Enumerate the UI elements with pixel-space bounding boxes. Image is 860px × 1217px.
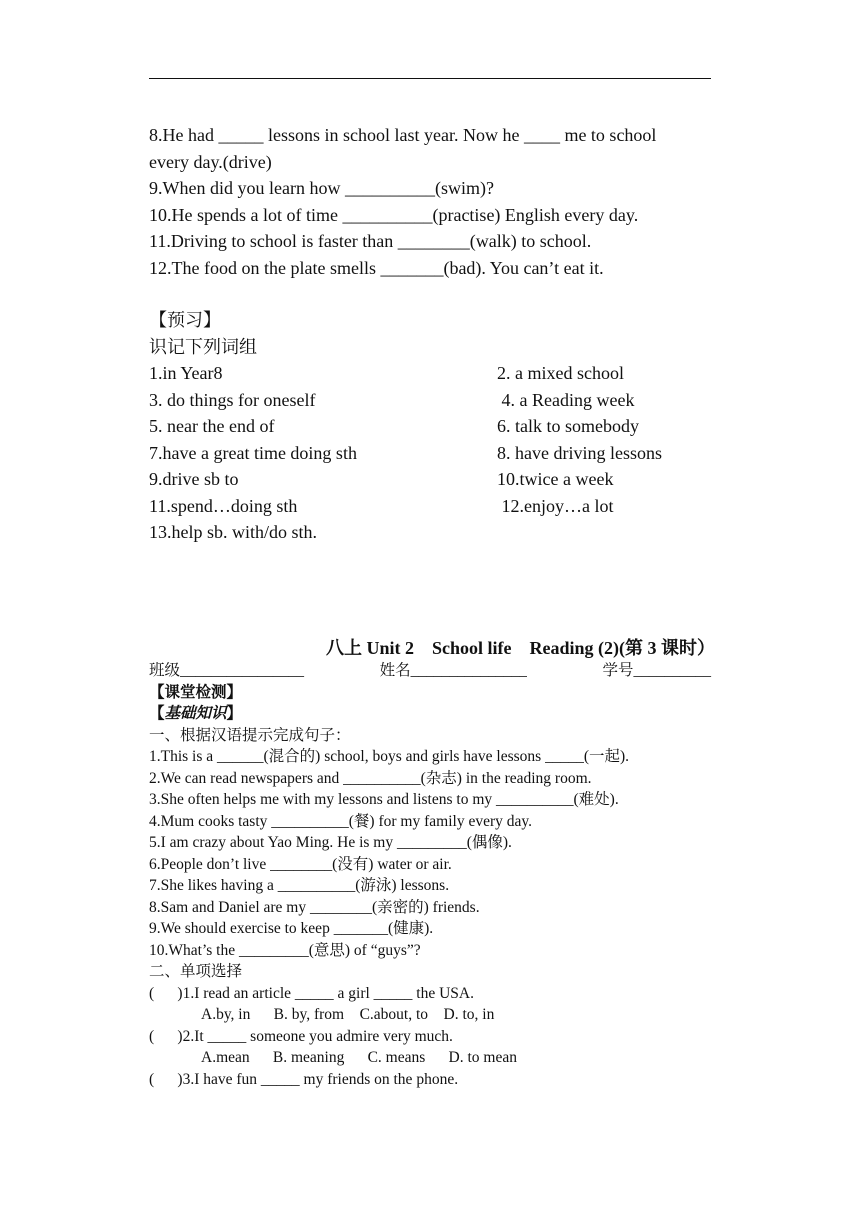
exercise-line: 12.The food on the plate smells _______(bad). You can’t eat it.: [149, 257, 604, 278]
phrase-item: 11.spend…doing sth: [149, 495, 298, 516]
phrase-row: [149, 466, 711, 493]
question-line: 8.Sam and Daniel are my ________(亲密的) friends.: [149, 898, 480, 916]
class-field: 班级________________: [149, 662, 305, 679]
exercise-line: every day.(drive): [149, 151, 272, 172]
phrase-row: [149, 413, 711, 440]
choice-question: ( )2.It _____ someone you admire very much.: [149, 1027, 453, 1045]
phrase-item: 6. talk to somebody: [497, 416, 639, 436]
part2-heading: 二、单项选择: [149, 963, 243, 980]
number-field: 学号__________: [602, 662, 711, 679]
lesson-title: 八上 Unit 2 School life Reading (2)(第 3 课时）: [326, 638, 715, 658]
phrase-row: [149, 440, 711, 467]
phrase-item: 13.help sb. with/do sth.: [149, 522, 318, 542]
exercise-line: 11.Driving to school is faster than ________(walk) to school.: [149, 231, 592, 251]
question-line: 2.We can read newspapers and __________(杂志) in the reading room.: [149, 769, 592, 787]
choice-options: A.by, in B. by, from C.about, to D. to, in: [201, 1006, 495, 1023]
header-rule: [149, 78, 711, 79]
preview-block: [149, 307, 711, 546]
preview-heading: 【预习】: [149, 310, 221, 330]
phrase-item: 4. a Reading week: [497, 389, 635, 410]
question-line: 10.What’s the _________(意思) of “guys”?: [149, 941, 421, 959]
question-line: 5.I am crazy about Yao Ming. He is my _________(偶像).: [149, 834, 512, 851]
phrase-item: 7.have a great time doing sth: [149, 442, 357, 463]
lesson-block: [149, 660, 711, 1090]
phrase-item: 8. have driving lessons: [497, 442, 662, 463]
question-line: 9.We should exercise to keep _______(健康).: [149, 920, 434, 937]
question-line: 1.This is a ______(混合的) school, boys and girls have lessons _____(一起).: [149, 748, 630, 765]
choice-question: ( )1.I read an article _____ a girl _____ the USA.: [149, 984, 474, 1002]
phrase-item: 5. near the end of: [149, 416, 275, 436]
phrase-item: 9.drive sb to: [149, 469, 239, 489]
phrase-row: [149, 519, 711, 546]
exercise-line: 10.He spends a lot of time __________(practise) English every day.: [149, 204, 639, 225]
phrase-row: [149, 493, 711, 520]
exercise-line: 8.He had _____ lessons in school last year. Now he ____ me to school: [149, 125, 657, 145]
phrase-item: 12.enjoy…a lot: [497, 495, 614, 516]
question-line: 6.People don’t live ________(没有) water or air.: [149, 855, 452, 873]
preview-subheading: 识记下列词组: [149, 336, 257, 357]
choice-options: A.mean B. meaning C. means D. to mean: [201, 1049, 517, 1066]
part1-heading: 一、根据汉语提示完成句子：: [149, 726, 351, 744]
previous-exercise-block: [149, 122, 711, 281]
phrase-row: [149, 360, 711, 387]
phrase-row: [149, 387, 711, 414]
check-heading: 【课堂检测】: [149, 683, 243, 701]
question-line: 7.She likes having a __________(游泳) lessons.: [149, 877, 450, 894]
phrase-item: 3. do things for oneself: [149, 389, 316, 410]
phrase-item: 1.in Year8: [149, 363, 223, 383]
basic-heading: 【基础知识】: [149, 705, 243, 722]
exercise-line: 9.When did you learn how __________(swim)?: [149, 178, 494, 198]
student-info-row: [149, 660, 711, 682]
phrase-item: 10.twice a week: [497, 469, 614, 489]
name-field: 姓名_______________: [379, 662, 527, 679]
question-line: 3.She often helps me with my lessons and listens to my __________(难处).: [149, 791, 619, 808]
phrase-item: 2. a mixed school: [497, 363, 624, 383]
choice-question: ( )3.I have fun _____ my friends on the phone.: [149, 1070, 459, 1088]
question-line: 4.Mum cooks tasty __________(餐) for my family every day.: [149, 812, 532, 830]
